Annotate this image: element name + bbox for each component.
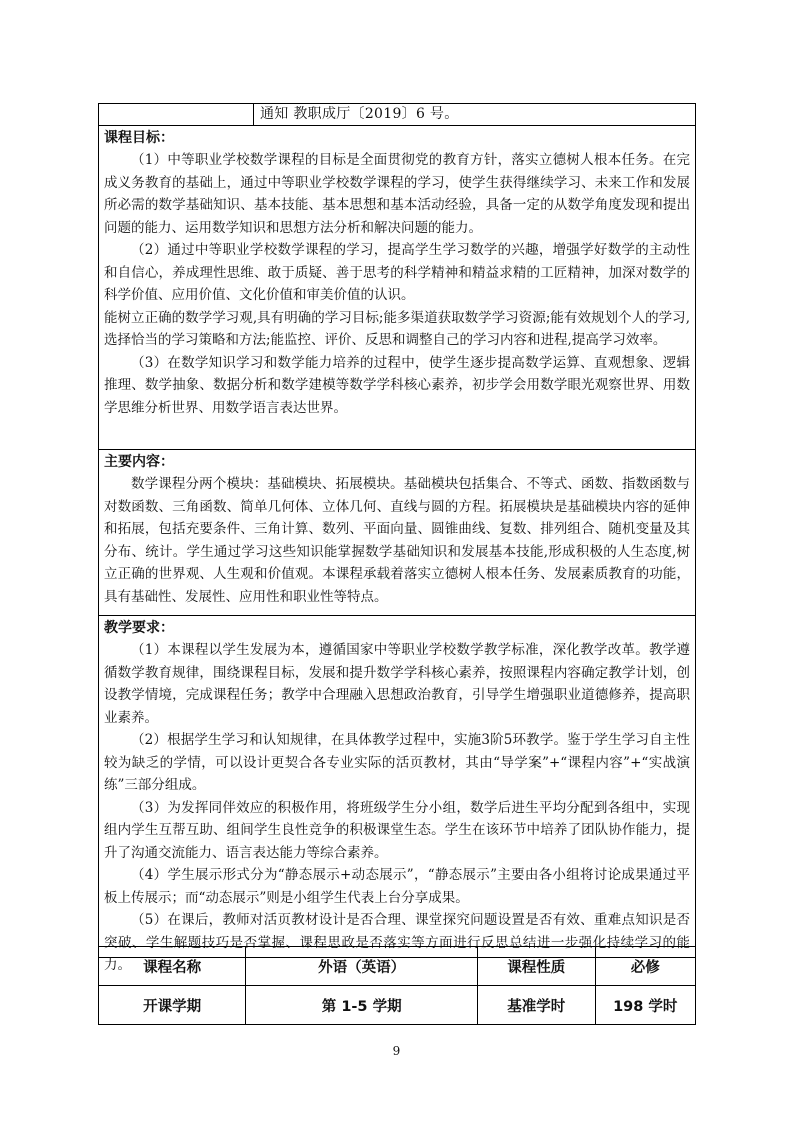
course-nature-label: 课程性质 (478, 947, 595, 985)
reference-row (99, 104, 695, 126)
course-name-label: 课程名称 (99, 947, 246, 985)
course-goals-heading: 课程目标： (104, 130, 174, 146)
goals-paragraph: （1）中等职业学校数学课程的目标是全面贯彻党的教育方针，落实立德树人根本任务。在完成义务教育的基础上，通过中等职业学校数学课程的学习，使学生获得继续学习、未来工作和发展所必需的数学基础知识、基本技能、基本思想和基本活动经验，具备一定的从数学角度发现和提出问题的能力、运用数学知识和思想方法分析和解决问题的能力。 (104, 152, 690, 236)
goals-paragraph: （2）通过中等职业学校数学课程的学习，提高学生学习数学的兴趣，增强学好数学的主动性和自信心，养成理性思维、敢于质疑、善于思考的科学精神和精益求精的工匠精神，加深对数学的科学价值、应用价值、文化价值和审美价值的认识。 (104, 242, 690, 303)
term-label: 开课学期 (99, 986, 246, 1024)
hours-label: 基准学时 (478, 986, 595, 1024)
main-content-heading: 主要内容： (104, 454, 174, 470)
term-value: 第 1-5 学期 (246, 986, 478, 1024)
main-content-section (99, 451, 695, 616)
course-nature-value: 必修 (630, 959, 660, 976)
goals-paragraph: （3）在数学知识学习和数学能力培养的过程中，使学生逐步提高数学运算、直观想象、逻辑推理、数学抽象、数据分析和数学建模等数学学科核心素养，初步学会用数学眼光观察世界、用数学思维分析世界、用数学语言表达世界。 (104, 354, 690, 416)
requirements-paragraph: （2）根据学生学习和认知规律，在具体教学过程中，实施3阶5环教学。鉴于学生学习自主性较为缺乏的学情，可以设计更契合各专业实际的活页教材，其由“导学案”+“课程内容”+“实战演练”三部分组成。 (104, 732, 690, 793)
content-paragraph: 数学课程分两个模块：基础模块、拓展模块。基础模块包括集合、不等式、函数、指数函数与对数函数、三角函数、简单几何体、立体几何、直线与圆的方程。拓展模块是基础模块内容的延伸和拓展，包括充要条件、三角计算、数列、平面向量、圆锥曲线、复数、排列组合、随机变量及其分布、统计。学生通过学习这些知识能掌握数学基础知识和发展基本技能,形成积极的人生态度,树立正确的世界观、人生观和价值观。本课程承载着落实立德树人根本任务、发展素质教育的功能，具有基础性、发展性、应用性和职业性等特点。 (104, 476, 690, 605)
page-number: 9 (392, 1044, 401, 1058)
hours-value: 198 学时 (613, 998, 678, 1015)
goals-paragraph: 能树立正确的数学学习观,具有明确的学习目标;能多渠道获取数学学习资源;能有效规划个人的学习,选择恰当的学习策略和方法;能监控、评价、反思和调整自己的学习内容和进程,提高学习效率。 (104, 309, 690, 348)
course-goals-section (99, 127, 695, 450)
requirements-paragraph: （1）本课程以学生发展为本，遵循国家中等职业学校数学教学标准，深化教学改革。教学遵循数学教育规律，围绕课程目标，发展和提升数学学科核心素养，按照课程内容确定教学计划，创设教学情境，完成课程任务；教学中合理融入思想政治教育，引导学生增强职业道德修养，提高职业素养。 (104, 642, 690, 726)
reference-text: 通知 教职成厅〔2019〕6 号。 (260, 106, 459, 122)
course-name-value: 外语（英语） (246, 947, 478, 985)
requirements-paragraph: （4）学生展示形式分为“静态展示+动态展示”，“静态展示”主要由各小组将讨论成果通过平板上传展示；而“动态展示”则是小组学生代表上台分享成果。 (104, 867, 690, 906)
requirements-paragraph: （5）在课后，教师对活页教材设计是否合理、课堂探究问题设置是否有效、重难点知识是否突破、学生解题技巧是否掌握、课程思政是否落实等方面进行反思总结进一步强化持续学习的能力。 (104, 912, 690, 973)
course-schedule-row (98, 985, 696, 1025)
empty-cell (99, 104, 254, 125)
course-info-row (98, 946, 696, 986)
teaching-requirements-heading: 教学要求： (104, 620, 174, 636)
requirements-paragraph: （3）为发挥同伴效应的积极作用，将班级学生分小组，数学后进生平均分配到各组中，实现组内学生互帮互助、组间学生良性竞争的积极课堂生态。学生在该环节中培养了团队协作能力，提升了沟通交流能力、语言表达能力等综合素养。 (104, 799, 690, 861)
